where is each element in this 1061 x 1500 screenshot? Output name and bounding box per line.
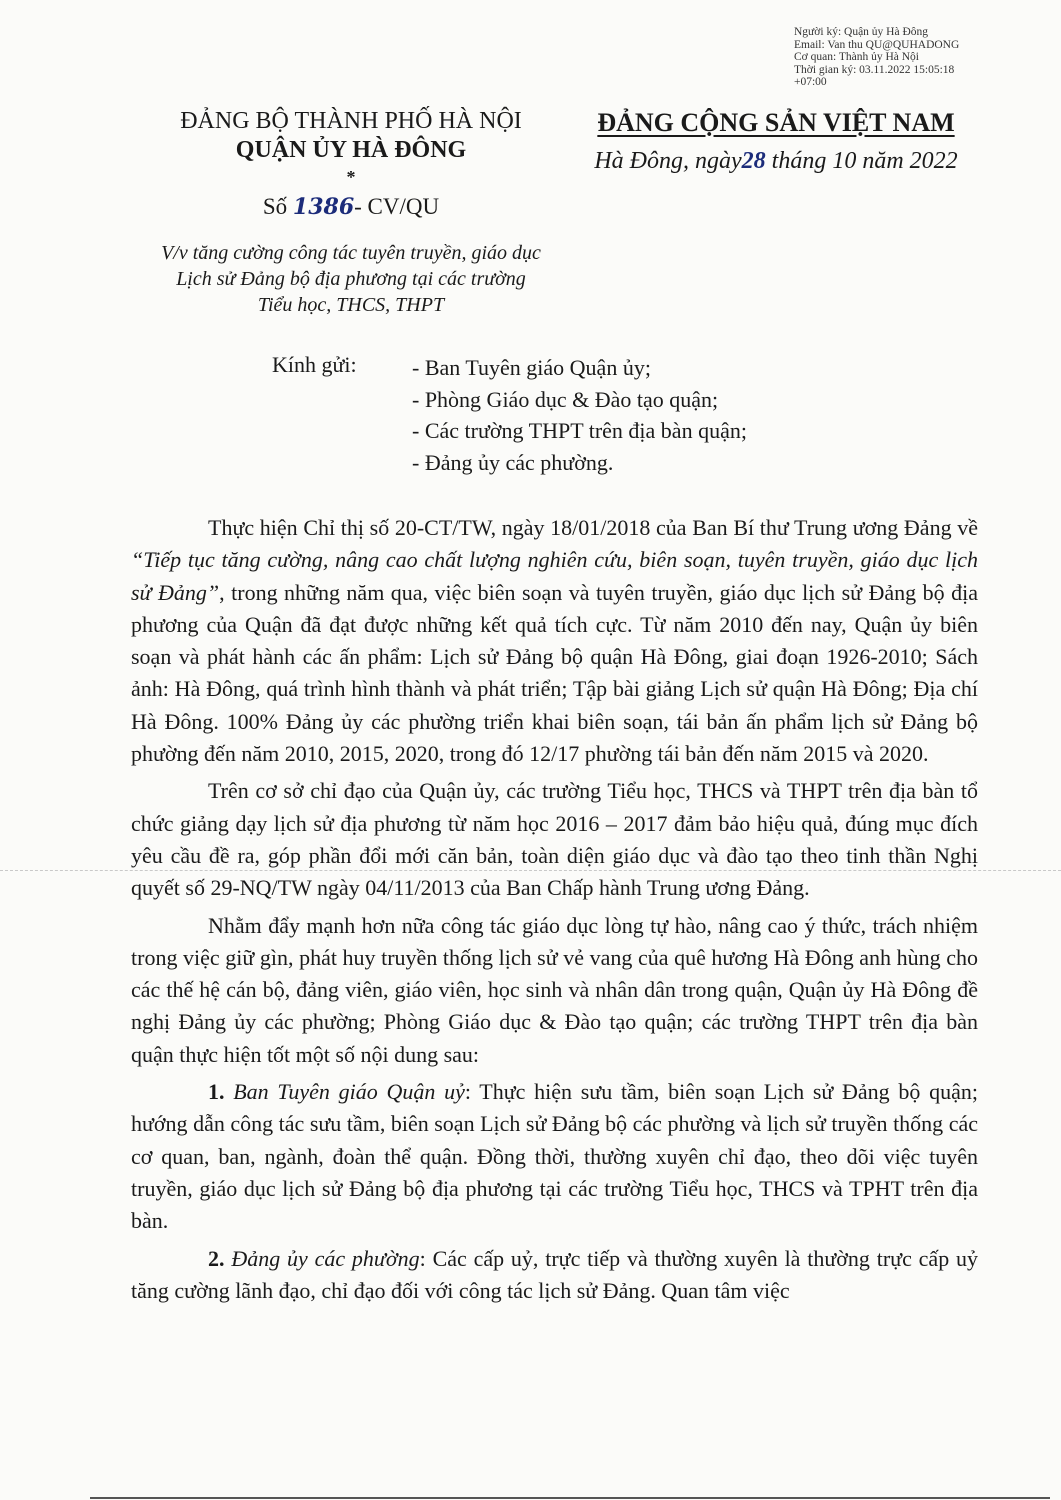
p1-quote: “Tiếp tục tăng cường, nâng cao chất lượng nghiên cứu, biên soạn, tuyên truyền, giáo dục lịch sử Đảng” [131,547,978,605]
subject-line-2: Lịch sử Đảng bộ địa phương tại các trường [176,268,526,290]
p1-text-a: Thực hiện Chỉ thị số 20-CT/TW, ngày 18/01/2018 của Ban Bí thư Trung ương Đảng về [208,515,978,540]
body-paragraph-1 [131,512,978,770]
document-number-handwritten: 1386 [292,194,355,220]
signature-signer: Người ký: Quận ủy Hà Đông [794,26,929,38]
item-1-text: : Thực hiện sưu tầm, biên soạn Lịch sử Đảng bộ quận; hướng dẫn công tác sưu tầm, biên soạn Lịch sử Đảng bộ các phường và lịch sử truyền thống các cơ quan, ban, ngành, đoàn thể quận. Đồng thời, thường xuyên chỉ đạo, theo dõi việc tuyên truyền, giáo dục lịch sử Đảng bộ địa phương tại các trường Tiểu học, THCS và TPHT trên địa bàn. [131,1079,978,1234]
scan-fold-line [0,870,1061,871]
item-1-number: 1. [208,1079,225,1105]
body-paragraph-3: Nhằm đẩy mạnh hơn nữa công tác giáo dục lòng tự hào, nâng cao ý thức, trách nhiệm trong việc giữ gìn, phát huy truyền thống lịch sử vẻ vang của quê hương Hà Đông anh hùng cho các thế hệ cán bộ, đảng viên, giáo viên, học sinh và nhân dân trong quận, Quận ủy Hà Đông đề nghị Đảng ủy các phường; Phòng Giáo dục & Đào tạo quận; các trường THPT trên địa bàn quận thực hiện tốt một số nội dung sau: [131,912,978,1067]
party-committee-name: ĐẢNG BỘ THÀNH PHỐ HÀ NỘI [180,108,522,134]
subject-line-1: V/v tăng cường công tác tuyên truyền, giáo dục [161,242,541,264]
recipients-label: Kính gửi: [272,352,357,377]
signature-time: Thời gian ký: 03.11.2022 15:05:18 [794,63,955,76]
recipient-item: - Phòng Giáo dục & Đào tạo quận; [412,386,719,412]
date-suffix: tháng 10 năm 2022 [765,148,958,174]
party-name: ĐẢNG CỘNG SẢN VIỆT NAM [597,108,955,137]
document-number [120,194,582,220]
date-day-handwritten: 28 [741,148,766,174]
signature-agency: Cơ quan: Thành ủy Hà Nội [794,51,920,64]
body-paragraph-5 [131,1243,978,1308]
signature-timezone: +07:00 [794,76,827,89]
page-bottom-edge [90,1497,1050,1499]
digital-signature-info [794,26,959,89]
item-2-title: Đảng ủy các phường [231,1245,420,1271]
recipient-item: - Các trường THPT trên địa bàn quận; [412,418,747,443]
body-paragraph-2: Trên cơ sở chỉ đạo của Quận ủy, các trường Tiểu học, THCS và THPT trên địa bàn tổ chức giảng dạy lịch sử địa phương từ năm học 2016 – 2017 đảm bảo hiệu quả, đúng mục đích yêu cầu đề ra, góp phần đổi mới căn bản, toàn diện giáo dục và đào tạo theo tinh thần Nghị quyết số 29-NQ/TW ngày 04/11/2013 của Ban Chấp hành Trung ương Đảng. [131,778,978,901]
document-subject [120,240,582,318]
item-2-text: : Các cấp uỷ, trực tiếp và thường xuyên là thường trực cấp uỷ tăng cường lãnh đạo, chỉ đạo đối với công tác lịch sử Đảng. Quan tâm việc [131,1245,978,1303]
recipient-item: - Ban Tuyên giáo Quận ủy; [412,355,651,380]
document-body [131,512,978,1312]
item-1-title: Ban Tuyên giáo Quận uỷ [233,1079,465,1105]
date-prefix: Hà Đông, ngày [594,148,742,174]
p1-text-b: , trong những năm qua, việc biên soạn và tuyên truyền, giáo dục lịch sử Đảng bộ địa phương của Quận đã đạt được những kết quả tích cực. Từ năm 2010 đến nay, Quận ủy biên soạn và phát hành các ấn phẩm: Lịch sử Đảng bộ quận Hà Đông, giai đoạn 1926-2010; Sách ảnh: Hà Đông, quá trình hình thành và phát triển; Tập bài giảng Lịch sử quận Hà Đông; Địa chí Hà Đông. 100% Đảng ủy các phường triển khai biên soạn, tái bản ấn phẩm lịch sử Đảng bộ phường đến năm 2010, 2015, 2020, trong đó 12/17 phường tái bản đến năm 2015 và 2020. [131,579,978,767]
body-paragraph-4 [131,1076,978,1237]
recipients-list [412,352,747,478]
signature-email: Email: Van thu QU@QUHADONG [794,38,960,51]
document-number-prefix: Số [262,194,293,219]
item-2-number: 2. [208,1245,225,1271]
star-separator: * [346,167,356,187]
document-date [566,148,986,175]
subject-line-3: Tiểu học, THCS, THPT [257,294,445,316]
recipient-item: - Đảng ủy các phường. [412,449,614,475]
document-number-suffix: - CV/QU [354,194,440,219]
district-committee-name: QUẬN ỦY HÀ ĐÔNG [235,137,467,163]
